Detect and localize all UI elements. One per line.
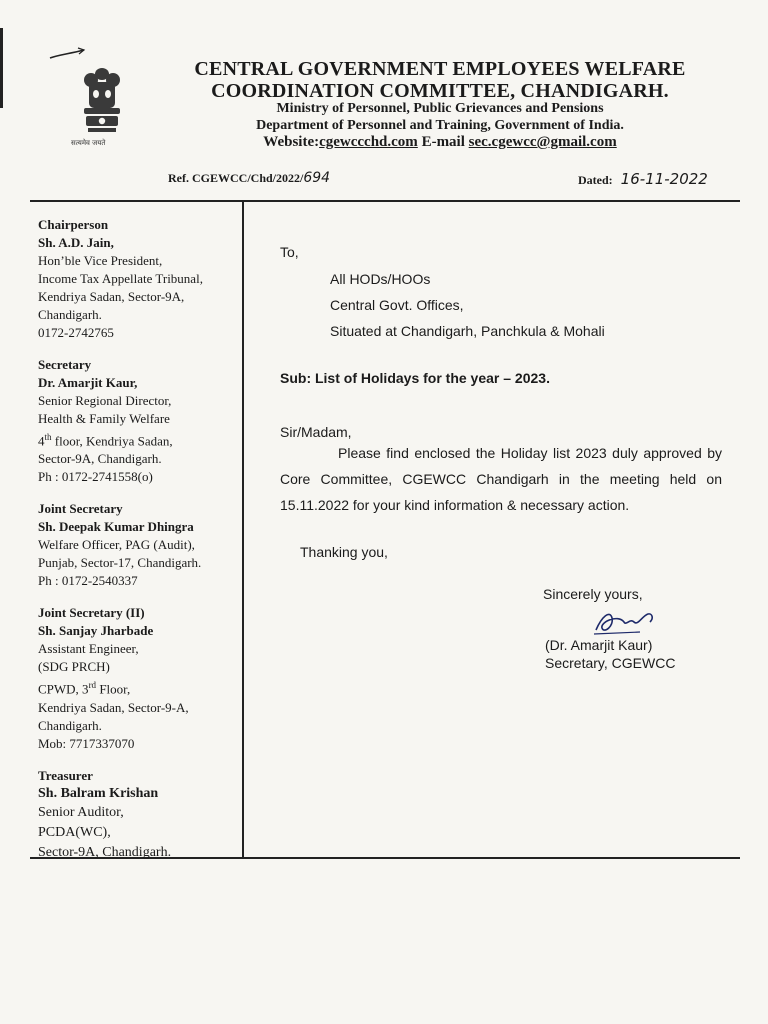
sidebar-divider (242, 200, 244, 857)
signature-icon (590, 604, 660, 640)
office-bearers-sidebar (38, 216, 238, 877)
bearer-name: Sh. A.D. Jain, (38, 235, 114, 250)
address-line: Central Govt. Offices, (330, 297, 464, 313)
bearer-detail-line: 4th floor, Kendriya Sadan, (38, 432, 173, 449)
handwritten-date: 16-11-2022 (620, 170, 708, 188)
bearer-detail-line: Welfare Officer, PAG (Audit), (38, 537, 195, 553)
date-line (578, 170, 708, 188)
office-bearer-block (38, 216, 238, 342)
ministry-line: Ministry of Personnel, Public Grievances and Pensions (276, 101, 604, 116)
bearer-detail-line: (SDG PRCH) (38, 659, 110, 675)
bearer-role: Joint Secretary (II) (38, 605, 145, 621)
bearer-detail-line: Senior Regional Director, (38, 393, 172, 408)
bearer-detail-line: Chandigarh. (38, 307, 102, 322)
bearer-detail-line: Income Tax Appellate Tribunal, (38, 271, 203, 286)
bearer-role: Chairperson (38, 217, 109, 232)
department-line: Department of Personnel and Training, Government of India. (256, 118, 624, 133)
bearer-detail-line: Sector-9A, Chandigarh. (38, 844, 172, 860)
reference-number (168, 170, 330, 186)
contact-line (140, 134, 740, 151)
bearer-detail-line: Chandigarh. (38, 717, 102, 733)
bearer-detail-line: Senior Auditor, (38, 804, 124, 820)
signer-block (545, 636, 675, 672)
bearer-detail-line: Ph : 0172-2741558(o) (38, 469, 153, 485)
bearer-role: Secretary (38, 357, 92, 372)
closing-line: Sincerely yours, (543, 586, 643, 602)
header-divider (30, 200, 740, 202)
bearer-detail-line: Kendriya Sadan, Sector-9A, (38, 289, 185, 304)
website-label: Website: (263, 134, 320, 150)
letter-body: Please find enclosed the Holiday list 2023 duly approved by Core Committee, CGEWCC Chandigarh in the meeting held on 15.11.2022 for your kind information & necessary action. (280, 445, 722, 513)
address-line: Situated at Chandigarh, Panchkula & Mohali (330, 323, 605, 339)
org-title-line2: COORDINATION COMMITTEE, CHANDIGARH. (211, 80, 669, 102)
address-line: All HODs/HOOs (330, 271, 431, 287)
bearer-name: Dr. Amarjit Kaur, (38, 375, 138, 390)
bearer-detail-line: Hon’ble Vice President, (38, 253, 163, 268)
pen-mark (48, 46, 88, 62)
bearer-detail-line: Health & Family Welfare (38, 411, 170, 426)
salutation: Sir/Madam, (280, 424, 352, 440)
recipient-address (330, 266, 605, 344)
signer-name: (Dr. Amarjit Kaur) (545, 637, 653, 653)
bearer-role: Joint Secretary (38, 501, 123, 517)
email-label: E-mail (421, 134, 465, 150)
bearer-role: Treasurer (38, 767, 93, 783)
reference-handwritten-number: 694 (303, 170, 331, 186)
office-bearer-block (38, 604, 238, 752)
bearer-detail-line: Kendriya Sadan, Sector-9-A, (38, 699, 189, 715)
bearer-detail-line: Ph : 0172-2540337 (38, 573, 138, 589)
bearer-detail-line: Punjab, Sector-17, Chandigarh. (38, 555, 202, 571)
recipient-to: To, (280, 244, 299, 260)
subject-line: Sub: List of Holidays for the year – 2023. (280, 370, 550, 386)
bearer-detail-line: Sector-9A, Chandigarh. (38, 451, 162, 467)
bearer-detail-line: Mob: 7717337070 (38, 735, 135, 751)
org-title-line1: CENTRAL GOVERNMENT EMPLOYEES WELFARE (194, 58, 686, 80)
bearer-name: Sh. Balram Krishan (38, 785, 159, 801)
bearer-name: Sh. Sanjay Jharbade (38, 623, 154, 639)
emblem-motto: सत्यमेव जयते (71, 139, 106, 147)
bearer-detail-line: CPWD, 3rd Floor, (38, 680, 131, 697)
binding-edge (0, 28, 3, 108)
email-link[interactable]: sec.cgewcc@gmail.com (468, 134, 617, 150)
reference-prefix: Ref. CGEWCC/Chd/2022/ (168, 171, 304, 185)
signer-title: Secretary, CGEWCC (545, 655, 676, 671)
bearer-detail-line: PCDA(WC), (38, 824, 111, 840)
bearer-name: Sh. Deepak Kumar Dhingra (38, 519, 194, 535)
office-bearer-block (38, 500, 238, 590)
thanks-line: Thanking you, (300, 544, 388, 560)
bearer-detail-line: Assistant Engineer, (38, 641, 139, 657)
bearer-detail-line: 0172-2742765 (38, 325, 114, 340)
office-bearer-block (38, 356, 238, 486)
dated-label: Dated: (578, 173, 613, 187)
website-link[interactable]: cgewccchd.com (319, 134, 418, 150)
office-bearer-block (38, 767, 238, 863)
